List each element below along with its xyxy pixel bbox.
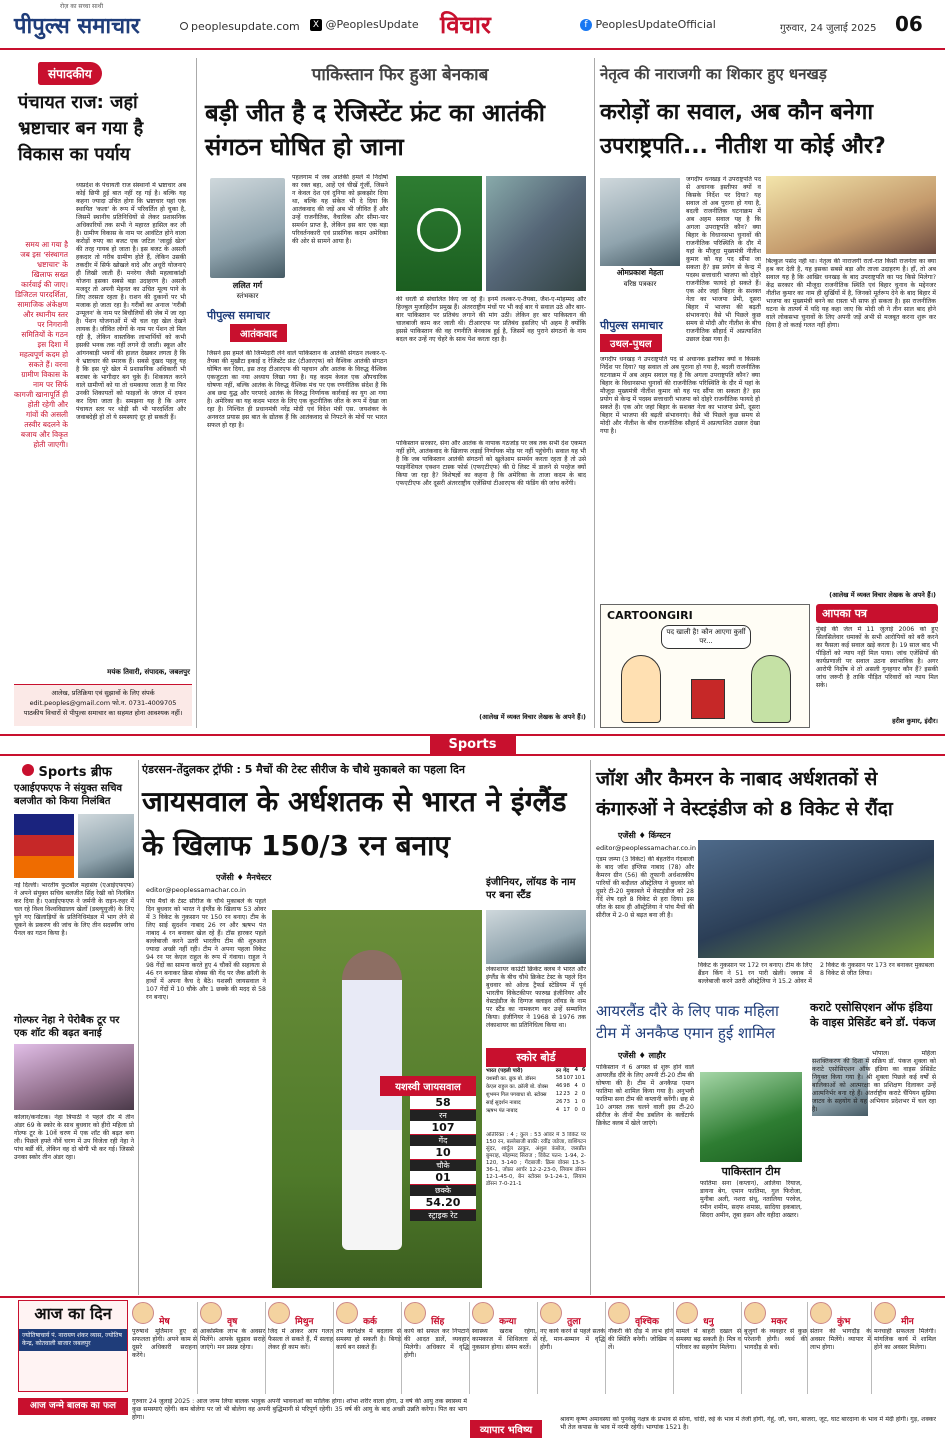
scorecard-header-cell: भारत (पहली पारी) xyxy=(486,1068,523,1074)
engineer-body: लंकाशायर काउंटी क्रिकेट क्लब ने भारत और इंग्लैंड के बीच चौथे क्रिकेट टेस्ट के पहले दिन बुधवार को ओल्ड ट्रैफर्ड स्टेडियम में पूर्व भारतीय विकेटकीपर फारुख इंजीनियर और वेस्टइंडीज के दिग्गज क्लाइव लॉयड के नाम पर स्टैंड का नामकरण कर उन्हें सम्मानित किया। इंजीनियर ने 1968 से 1976 तक लंकाशायर का प्रतिनिधित्व किया था। xyxy=(486,966,586,1029)
masthead xyxy=(0,0,945,50)
rashi-mesh xyxy=(132,1302,198,1394)
wi-body: एडम जम्पा (3 विकेट) की बेहतरीन गेंदबाजी के बाद जॉश इंग्लिस नाबाद (78) और कैमरन ग्रीन (56) की तूफानी अर्धशतकीय पारियों की बदौलत ऑस्ट्रेलिया ने बुधवार को दूसरे टी-20 मुकाबले में वेस्टइंडीज को 28 गेंदें शेष रहते 8 विकेट से हरा दिया। इस जीत के साथ ही ऑस्ट्रेलिया ने पांच मैचों की सीरीज में 2-0 से बढ़त बना ली है। xyxy=(596,856,694,919)
table-row xyxy=(486,1098,586,1106)
born-today-text: गुरुवार 24 जुलाई 2025 : आज जन्म लिया बालक भावुक अपनी भावनाओं का मालिक होगा। शोभा शरीर वाला होगा, उ वर्ष की आयु तक स्वास्थ्य में कुछ समस्याएं रहेंगी। कम बोलेगा पर जो भी बोलेगा वह अपनी बुद्धिमानी से परिपूर्ण रहेगी। 35 वर्ष की आयु के बाद अच्छी उन्नति करेगा। पित का भाग होगा। xyxy=(132,1398,467,1421)
rashi-symbol-icon xyxy=(676,1302,698,1324)
terror-headline: बड़ी जीत है द रेजिस्टेंट फ्रंट का आतंकी संगठन घोषित हो जाना xyxy=(205,99,545,161)
cartoon-figure-1 xyxy=(621,655,661,723)
table-cell: 1 xyxy=(581,1075,586,1081)
rashi-name: मकर xyxy=(771,1317,788,1327)
cricket-body: पांच मैचों के टेस्ट सीरीज के चौथे मुकाबले के पहले दिन बुधवार को भारत ने इंग्लैंड के खिलाफ 53 ओवर में 3 विकेट के नुकसान पर 150 रन बनाए। टीम के लिए साई सुदर्शन नाबाद 26 रन और ऋषभ पंत नाबाद 4 रन बनाकर खेल रहे हैं। टॉस हारकर पहले बल्लेबाजी करने उतरी भारतीय टीम की शुरुआत ज्यादा अच्छी नहीं रही। टीम ने अपना पहला विकेट 94 रन पर केएल राहुल के रूप में गंवाया। राहुल ने 98 गेंदों का सामना करते हुए 4 चौकों की सहायता से 46 रन बनाकर क्रिस वोक्स की गेंद पर जैक क्रॉली के हाथों में अपना कैच दे बैठे। यशस्वी जायसवाल ने 107 गेंदों में 10 चौके और 1 छक्के की मदद से 58 रन बनाए। xyxy=(146,898,266,1001)
table-cell: 107 xyxy=(563,1075,574,1081)
rashi-mithun xyxy=(268,1302,334,1394)
column-divider xyxy=(196,58,197,728)
vp-body-1: जगदीप धनखड़ ने उपराष्ट्रपति पद से अचानक इस्तीफा क्यों व किसके निर्देश पर दिया? यह सवाल तो अब पुराना हो गया है, बदली राजनीतिक घटनाक्रम में अब अहम सवाल यह है कि अगला उपराष्ट्रपति कौन? क्या बिहार के विधानसभा चुनावों की राजनीतिक परिस्थिति के दौर में यहां के मौजूदा मुख्यमंत्री नीतीश कुमार को यह पद सौंपा जा सकता है? इस प्रयोग से केन्द्र में पदस्थ सत्ताधारी भाजपा को दोहरे राजनीतिक फायदे हो सकते हैं। एक ओर जहां बिहार के सशक्त नेता का भाजपा प्रेमी, दूसरा बिहार में भाजपा की बढ़ती संभावनाएं। वैसे भी पिछले कुछ समय से मोदी और नीतीश के बीच राजनीतिक सौहार्द में अप्रत्याशित उछाल देखा गया है। xyxy=(686,176,761,343)
issue-date: गुरुवार, 24 जुलाई 2025 xyxy=(780,23,877,34)
table-cell: 46 xyxy=(555,1083,563,1089)
pak-team-photo xyxy=(700,1072,802,1162)
stat-runs: 58 xyxy=(410,1096,476,1110)
born-today-label: आज जन्मे बालक का फल xyxy=(18,1398,128,1415)
terror-column-label: आतंकवाद xyxy=(230,324,287,342)
stat-sixes-label: छक्के xyxy=(410,1185,476,1196)
letter-box xyxy=(816,604,938,728)
table-cell: 2 xyxy=(574,1091,578,1097)
rashi-text: जिद में आकर आप गलत फैसला ले सकते हैं, मैं सलाह लेकर ही काम करें। xyxy=(268,1328,333,1351)
rashi-dhanu xyxy=(676,1302,742,1394)
editorial-signature: मयंक तिवारी, संपादक, जबलपुर xyxy=(107,668,190,676)
table-cell: केएल राहुल का. क्रॉली बो. वोक्स xyxy=(486,1084,549,1090)
editorial-email[interactable]: edit.peoples@gmail.com फो.न. 0731-4009705 xyxy=(29,699,177,707)
scorecard-header-cell: 6 xyxy=(581,1067,586,1073)
editorial-body: ध्यप्रदेश के पंचायती राज संस्थानों में भ्रष्टाचार अब कोई छिपी हुई बात नहीं रह गई है। बल्कि यह कहना ज्यादा उचित होगा कि भ्रष्टाचार यहां एक स्थायित 'कला' के रूप में परिवर्तित हो चुका है, जिसमें स्थानीय प्रतिनिधियों से लेकर प्रशासनिक अधिकारियों तक सभी ने महारत हासिल कर ली है। ग्रामीण विकास के नाम पर आवंटित होने वाला करोड़ों रुपए का बजट एक जटिल 'जादुई खेल' की तरह गायब हो जाता है। इस बजट के असली हकदार तो गरीब ग्रामीण होते हैं, लेकिन उसकी तकदीर में सिर्फ खोखले वादे और अधूरी योजनाएं ही लिखी जाती हैं। मनरेगा जैसी महत्वाकांक्षी योजना इसका सबसे बड़ा उदाहरण है। असली मजदूर तो अपनी मेहनत का उचित मूल्य पाने के लिए तरसता रहता है। राशन की दुकानों पर भी मजाक हो जाता रहा है। गरीबों का अनाज 'गरीबी उन्मूलन' के नाम पर बिचौलियों की जेब में जा रहा है। पेंशन योजनाओं में भी चल रहा खेल देखने लायक है। जीवित लोगों के नाम पर पेंशन तो मिल रही है, लेकिन वास्तविक लाभार्थियों को कभी इसकी भनक तक नहीं लगने दी जाती। स्कूल और आंगनबाड़ी भवनों की हालत देखकर लगता है कि ये भ्रष्टाचार की स्मारक हैं। सबसे दुखद पहलू यह है कि इस पूरे खेल में प्रशासनिक अधिकारी भी बराबर के भागीदार बन चुके हैं। शिकायत करने वाले ग्रामीणों को या तो धमकाया जाता है या फिर उनकी शिकायतों को फाइलों के जंगल में दफन कर दिया जाता है। समझना यह है कि अगर पंचायत स्तर पर थोड़ी सी भी पारदर्शिता और जवाबदेही हो तो ये समस्याएं दूर हो सकती हैं। xyxy=(76,182,186,421)
ball-icon xyxy=(22,764,34,776)
wi-body-2: विकेट के नुकसान पर 172 रन बनाए। टीम के लिए ब्रैंडन किंग ने 51 रन पारी खेली। जवाब में बल्लेबाजी करने उतरी ऑस्ट्रेलिया ने 15.2 ओवर में 2 विकेट के नुकसान पर 173 रन बनाकर मुकाबला 8 विकेट से जीत लिया। xyxy=(698,962,934,985)
editorial-title: पंचायत राज: जहां भ्रष्टाचार बन गया है विकास का पर्याय xyxy=(18,92,144,165)
karate-headline: कराटे एसोसिएशन ऑफ इंडिया के वाइस प्रेसिडेंट बने डॉ. पंकज xyxy=(810,1001,936,1029)
editorial-disclaimer: पाठकीय विचारों से पीपुल्स समाचार का सहमत होना आवश्यक नहीं। xyxy=(23,709,183,717)
cartoon-figure-2 xyxy=(751,655,791,723)
terror-body-2: जिसने इस हमले की जिम्मेदारी लेने वाले पाकिस्तान के आतंकी संगठन लश्कर-ए-तैयबा की मुखौटा इकाई द रेजिस्टेंट फ्रंट (टीआरएफ) को वैश्विक आतंकी संगठन घोषित कर दिया, इस तरह टीआरएफ की पहचान और आतंक के विरुद्ध वैश्विक एकजुटता का नया अध्याय लिखा गया है। यह कदम केवल एक औपचारिक घोषणा नहीं, बल्कि आतंक के विरुद्ध वैश्विक मंच पर एक रणनीतिक संदेश है कि अब छद्म युद्ध और परपरदे आतंक के विरुद्ध निर्णायक कार्रवाई का युग आ गया है। अमेरिका का यह कदम भारत के लिए एक कूटनीतिक जीत के रूप में देखा जा रहा है। निश्चित ही प्रधानमंत्री नरेंद्र मोदी एवं विदेश मंत्री एस. जयशंकर के अनवरत प्रयास इस बात के द्योतक हैं कि आतंकवाद से निपटने के मोर्चे पर भारत सफल हो रहा है। xyxy=(207,350,387,429)
scorecard-header xyxy=(486,1066,586,1074)
terror-kicker: पाकिस्तान फिर हुआ बेनकाब xyxy=(311,65,489,85)
table-cell: 0 xyxy=(574,1107,578,1113)
author-photo-mehta xyxy=(600,178,680,266)
table-cell: 0 xyxy=(581,1099,586,1105)
engineer-title: इंजीनियर, लॉयड के नाम पर बना स्टैंड xyxy=(486,877,576,901)
table-cell: 26 xyxy=(555,1099,563,1105)
rashi-name: सिंह xyxy=(431,1317,445,1327)
cricket-kicker: एंडरसन-तेंदुलकर ट्रॉफी : 5 मैचों की टेस्ट सीरीज के चौथे मुकाबले का पहला दिन xyxy=(142,763,465,776)
rashi-name: मिथुन xyxy=(295,1317,314,1327)
rashi-name: कुंभ xyxy=(837,1317,851,1327)
rashi-kark xyxy=(336,1302,402,1394)
trf-logo-graphic xyxy=(396,176,482,291)
stat-strike-rate-label: स्ट्राइक रेट xyxy=(410,1210,476,1221)
brief1-body: नई दिल्ली। भारतीय फुटबॉल महासंघ (एआईएफएफ) ने अपने संयुक्त सचिव बलजीत सिंह रेखी को निलंबित कर दिया है। एआईएफएफ ने जर्मनी के राइन-रुहर में चल रहे विश्व विश्वविद्यालय खेलों (डब्ल्यूयूजी) के लिए चुने गए खिलाड़ियों के प्रतिनिधिमंडल में भाग लेने से चूकने के प्रकरण की जांच के लिए तीन सदस्यीय जांच पैनल का गठन किया है। xyxy=(14,882,134,937)
player-name-label: यशस्वी जायसवाल xyxy=(380,1076,476,1096)
business-label: व्यापार भविष्य xyxy=(470,1420,542,1438)
scorecard-header-cell: गेंद xyxy=(563,1068,569,1074)
table-cell: 0 xyxy=(581,1083,586,1089)
rashi-text: मनचाही सफलता मिलेगी। मांगलिक कार्य में शामिल होने का अवसर मिलेगा। xyxy=(874,1328,936,1351)
player-figure xyxy=(342,950,402,1250)
rashi-name: मेष xyxy=(159,1317,170,1327)
stat-runs-label: रन xyxy=(410,1110,476,1121)
rashi-symbol-icon xyxy=(540,1302,562,1324)
editorial-tag: संपादकीय xyxy=(38,62,102,85)
rashi-name: वृष xyxy=(227,1317,238,1327)
table-cell: 0 xyxy=(581,1107,586,1113)
column-divider-2 xyxy=(594,58,595,728)
table-cell: 0 xyxy=(581,1091,586,1097)
brief1-title: एआईएफएफ ने संयुक्त सचिव बलजीत को किया निलंबित xyxy=(14,783,123,807)
neha-photo xyxy=(14,1044,134,1110)
terror-signoff: (आलेख में व्यक्त विचार लेखक के अपने हैं।) xyxy=(479,713,586,721)
vp-brand: पीपुल्स समाचार xyxy=(600,319,663,332)
brief2-title: गोल्फर नेहा ने पेरोबैक टूर पर एक शॉट की बढ़त बनाई xyxy=(14,1015,120,1039)
sports-banner-label: Sports xyxy=(430,736,516,754)
rashi-text: नौकरी की दौड़ में लाभ होने की स्थिति बनेगी। जोखिम न लें। xyxy=(608,1328,673,1351)
rashi-text: कार्य को सफल कर निपटाने की आदत डालें, व्यवहार मिलेगी। अधिकार में वृद्धि होगी। xyxy=(404,1328,469,1359)
rashi-symbol-icon xyxy=(336,1302,358,1324)
cricket-byline: एजेंसी ♦ मैनचेस्टर xyxy=(216,873,272,882)
scorecard-header-cell: 4 xyxy=(574,1067,579,1073)
table-cell: 98 xyxy=(563,1083,570,1089)
rashi-text: संतान की भागदौड़ के अवसर मिलेंगे। व्यापार में लाभ होगा। xyxy=(810,1328,871,1351)
table-cell: 58 xyxy=(555,1075,563,1081)
rashi-text: पुरुषार्थ मूर्तिमान हुए से सफलता होगी। अपने काम से दूसरे अधिकारी सराहना करेंगे। xyxy=(132,1328,197,1359)
rashi-name: मीन xyxy=(901,1317,914,1327)
rashi-name: वृश्चिक xyxy=(635,1317,659,1327)
rashi-vrish xyxy=(200,1302,266,1394)
sports-banner xyxy=(0,734,945,756)
stat-balls: 107 xyxy=(410,1121,476,1135)
table-row xyxy=(486,1090,586,1098)
editorial-side-quote: समय आ गया है जब इस 'संस्थागत भ्रष्टाचार' के खिलाफ सख्त कार्रवाई की जाए। डिजिटल पारदर्शिता, सामाजिक अंकेक्षण और स्थानीय स्तर पर निगरानी समितियों के गठन इस दिशा में महत्वपूर्ण कदम हो सकते हैं। वरना ग्रामीण विकास के नाम पर सिर्फ कागजी खानापूर्ति ही होती रहेगी और गांवों की असली तस्वीर बदलने के बजाय और विकृत होती जाएगी। xyxy=(14,240,68,449)
letter-body: मुंबई की जेल में 11 जुलाई 2006 को हुए सिलसिलेवार धमाकों के सभी आरोपियों को बरी करने का फैसला कई सवाल खड़े करता है। 19 साल बाद भी पीड़ितों को न्याय नहीं मिल पाया। जांच एजेंसियों की कार्यप्रणाली पर सवाल उठना स्वाभाविक है। अगर आरोपी निर्दोष थे तो असली गुनहगार कौन हैं? इसकी जांच जरूरी है ताकि पीड़ित परिवारों को न्याय मिल सके। xyxy=(816,626,938,689)
rashi-symbol-icon xyxy=(200,1302,222,1324)
table-cell: ऋषभ पंत नाबाद xyxy=(486,1108,518,1114)
brief2-body: कोलार/कर्नाटक। नेहा त्रिपाठी ने पहले दौर में तीन अंडर 69 के स्कोर के साथ बुधवार को हीरो महिला प्रो गोल्फ टूर के 10वें चरण में एक शॉट की बढ़त बना ली। पिछले हफ्ते नौवें चरण में उप विजेता रही नेहा ने पांच बर्डी कीं, लेकिन वह दो बोगी भी कर गई। जिससे उनका स्कोर तीन अंडर रहा। xyxy=(14,1114,134,1161)
table-cell: साई सुदर्शन नाबाद xyxy=(486,1100,521,1106)
horoscope-title-box xyxy=(18,1300,128,1392)
rashi-name: तुला xyxy=(567,1317,581,1327)
rashi-name: धनु xyxy=(703,1317,714,1327)
wi-byline: एजेंसी ♦ किंग्स्टन xyxy=(618,831,671,840)
rashi-name: कन्या xyxy=(499,1317,517,1327)
table-row xyxy=(486,1106,586,1114)
business-text: श्रावण कृष्ण अमावस्या को पुनर्वसु नक्षत्र के प्रभाव से सोना, चांदी, रुई के भाव में तेजी होगी, गेहूं, जौ, चना, बाजरा, जूट, घाट बारदाना के भाव में मंदी होगी। गुड़, शक्कर भी तेल कपास के भाव में नरमी रहेगी। भाग्यांक 1521 है। xyxy=(560,1416,936,1431)
rashi-singh xyxy=(404,1302,470,1394)
cartoon-title: CARTOONGIRI xyxy=(607,609,693,622)
pak-byline: एजेंसी ♦ लाहौर xyxy=(618,1051,666,1060)
page-number: 06 xyxy=(895,12,923,36)
stat-balls-label: गेंद xyxy=(410,1135,476,1146)
vp-body-2: बिल्कुल पसंद नहीं था। नेतृत्व की नाराजगी रातों-रात किसी राजनेता का क्या हश्र कर देती है, यह इसका सबसे बड़ा और ताजा उदाहरण है। हाँ, तो अब सवाल यह है कि आखिर धनखड़ के बाद उपराष्ट्रपति का पद किसे मिलेगा? केंद्र सरकार की मौजूदा राजनीतिक स्थिति एवं बिहार चुनाव के मद्देनजर नीतीश कुमार का नाम ही सुर्खियों में है, जिनको मूर्तरूप देने के बाद बिहार में भाजपा का मुख्यमंत्री बनने का रास्ता भी साफ हो सकता है। इस राजनीतिक घटना के तात्पर्य में यदि यह कहा जाए कि मोदी जी ने तीन साल बाद होने वाले लोकसभा चुनावों के लिए अपनी जड़ें अभी से मजबूत करना शुरू कर दिया है तो कतई गलत नहीं होगा। xyxy=(766,258,936,329)
vp-kicker: नेतृत्व की नाराजगी का शिकार हुए धनखड़ xyxy=(600,65,827,83)
rashi-symbol-icon xyxy=(268,1302,290,1324)
facebook-link[interactable]: f PeoplesUpdateOfficial xyxy=(580,18,716,31)
pak-body: पाकिस्तान ने 6 अगस्त से शुरू होने वाले आयरलैंड दौरे के लिए अपनी टी-20 टीम की घोषणा की है। टीम में अनकैप्ड एमान फातिमा को शामिल किया गया है। अनुभवी फातिमा सना टीम की कप्तानी करेंगी। छह से 10 अगस्त तक चलने वाली इस टी-20 सीरीज के तीनों मैच डबलिन के क्लोंटार्फ क्रिकेट क्लब में खेले जाएंगे। xyxy=(596,1064,694,1127)
editorial-footer xyxy=(14,684,192,726)
trf-emblem-icon xyxy=(417,208,461,252)
baljit-photo xyxy=(78,814,134,878)
rashi-symbol-icon xyxy=(608,1302,630,1324)
sports-divider-2 xyxy=(590,760,591,1295)
rashi-makar xyxy=(744,1302,808,1394)
scorecard-header-cell: रन xyxy=(555,1068,561,1074)
wi-email[interactable]: editor@peoplessamachar.co.in xyxy=(596,844,696,852)
pak-team-label: पाकिस्तान टीम xyxy=(721,1165,781,1178)
masthead-logo[interactable]: पीपुल्स समाचार xyxy=(14,13,140,39)
rashi-kanya xyxy=(472,1302,538,1394)
author-name-mehta: ओमप्रकाश मेहता xyxy=(616,268,664,277)
rashi-symbol-icon xyxy=(472,1302,494,1324)
table-cell: 17 xyxy=(563,1107,570,1113)
karate-body: भोपाल। महिला सशक्तिकरण की दिशा में सक्रिय डॉ. पंकज शुक्ला को कराटे एसोसिएशन ऑफ इंडिया का वाइस प्रेसिडेंट नियुक्त किया गया है। श्री शुक्ला पिछले कई वर्षों से बालिकाओं को आत्मरक्षा का प्रशिक्षण दिलाकर उन्हें आत्मनिर्भर बना रहे हैं। अंतर्राष्ट्रीय कराटे चैंपियन सुप्रिया जाटव के सहयोग से यह अभियान प्रदेशभर में चल रहा है। xyxy=(812,1050,936,1113)
rashi-tula xyxy=(540,1302,606,1394)
rashi-name: कर्क xyxy=(363,1317,377,1327)
twitter-link[interactable]: X @PeoplesUpdate xyxy=(310,18,419,31)
sports-brief-tag: Sports ब्रीफ xyxy=(22,762,112,780)
rashi-text: बुजुर्गों के व्यवहार से कुछ परेशानी होगी। व्यर्थ की भागदौड़ से बचें। xyxy=(744,1328,807,1351)
flag-image xyxy=(14,814,74,878)
table-cell: 23 xyxy=(563,1091,570,1097)
section-title: विचार xyxy=(440,11,491,39)
terror-body-1: पहलगाम में जब आतंकी हमले में निर्दोषों का रक्त बहा, आहें एवं चीखें गूंजीं, जिसने न केवल देश एवं दुनिया को झकझोर दिया था, बल्कि यह संकेत भी दे दिया कि आतंकवाद की जड़ें अब भी जीवित हैं और उन्हें राजनीतिक, वैचारिक और सीमा-पार समर्थन प्राप्त है, लेकिन इस बार एक बड़ा परिवर्तनकारी एवं प्रासंगिक कदम अमेरिका की ओर से सामने आया है। xyxy=(292,174,388,245)
table-cell: 10 xyxy=(574,1075,582,1081)
wi-headline: जॉश और कैमरन के नाबाद अर्धशतकों से कंगारुओं ने वेस्टइंडीज को 8 विकेट से रौंदा xyxy=(596,768,893,820)
x-icon: X xyxy=(310,19,322,31)
rashi-symbol-icon xyxy=(810,1302,832,1324)
table-cell: 4 xyxy=(555,1107,560,1113)
scorecard-table xyxy=(486,1066,586,1114)
stat-fours-label: चौके xyxy=(410,1160,476,1171)
table-cell: यशस्वी का. ब्रुक बो. डॉसन xyxy=(486,1076,536,1082)
pak-team-list: फातिमा सना (कप्तान), आलिया रियाज, डायना बेग, एमान फातिमा, गुल फिरोजा, मुनीबा अली, नशरा संधू, नतालिया परवेज, रमीन शमीम, सदफ शमास, सादिया इकबाल, सिदरा अमीन, तूबा हसन और वहीदा अख्तर। xyxy=(700,1180,802,1219)
trump-photo xyxy=(486,176,586,291)
vp-column-label: उथल-पुथल xyxy=(600,334,662,352)
vp-headline: करोड़ों का सवाल, अब कौन बनेगा उपराष्ट्रपति... नीतीश या कोई और? xyxy=(600,100,886,159)
rashi-symbol-icon xyxy=(874,1302,896,1324)
rashi-text: स्वास्थ्य खराब रहेगा, कामकाज में शिथिलता से नुकसान होगा। संयम बरतें। xyxy=(472,1328,537,1351)
rashi-text: नए कार्य करने से पहले सतर्क रहें, मान-सम्मान में वृद्धि होगी। xyxy=(540,1328,605,1351)
facebook-icon: f xyxy=(580,19,592,31)
terror-body-3: की धरती से संचालित किए जा रहे हैं। इनमें लश्कर-ए-तैयबा, जैश-ए-मोहम्मद और हिज्बुल मुजाहिदीन प्रमुख हैं। अंतरराष्ट्रीय मंचों पर भी कई बार ये सवाल उठे और बार-बार पाकिस्तान पर प्रतिबंध लगाने की मांग उठी। लेकिन हर बार पाकिस्तान की चालबाजी काम कर जाती थी। टीआरएफ पर प्रतिबंध इसलिए भी अहम है क्योंकि इससे पाकिस्तान की वह रणनीति बेनकाब हुई है, जिसमें वह पुराने संगठनों के नाम बदल कर उन्हें नए चेहरे के साथ पेश करता रहा है। xyxy=(396,296,586,343)
cartoon-panel xyxy=(600,604,810,728)
rashi-symbol-icon xyxy=(744,1302,766,1324)
sports-divider-1 xyxy=(138,760,139,1295)
author-photo-lalit xyxy=(210,178,285,278)
letter-signature: हरीश कुमार, इंदौर। xyxy=(892,717,938,725)
cartoon-chair xyxy=(691,679,725,719)
editorial-footer-contact: आलेख, प्रतिक्रिया एवं सुझावों के लिए संपर्क xyxy=(51,689,155,697)
rashi-symbol-icon xyxy=(404,1302,426,1324)
table-row xyxy=(486,1082,586,1090)
table-cell: शुभमन गिल पगबाधा बो. स्टोक्स xyxy=(486,1092,547,1098)
horoscope-title: आज का दिन xyxy=(34,1304,112,1323)
globe-icon xyxy=(180,22,188,30)
vp-body-1-cont: जगदीप धनखड़ ने उपराष्ट्रपति पद से अचानक इस्तीफा क्यों व किसके निर्देश पर दिया? यह सवाल तो अब पुराना हो गया है, बदली राजनीतिक घटनाक्रम में अब अहम सवाल यह है कि अगला उपराष्ट्रपति कौन? क्या बिहार के विधानसभा चुनावों की राजनीतिक परिस्थिति के दौर में यहां के मौजूदा मुख्यमंत्री नीतीश कुमार को यह पद सौंपा जा सकता है? इस प्रयोग से केन्द्र में पदस्थ सत्ताधारी भाजपा को दोहरे राजनीतिक फायदे हो सकते हैं। एक ओर जहां बिहार के सशक्त नेता का भाजपा प्रेमी, दूसरा बिहार में भाजपा की बढ़ती संभावनाएं। वैसे भी पिछले कुछ समय से मोदी और नीतीश के बीच राजनीतिक सौहार्द में अप्रत्याशित उछाल देखा गया है। xyxy=(600,356,760,435)
author-role-mehta: वरिष्ठ पत्रकार xyxy=(623,280,657,288)
author-role-lalit: स्तंभकार xyxy=(236,292,259,300)
stat-strike-rate: 54.20 xyxy=(410,1196,476,1210)
cricket-headline: जायसवाल के अर्धशतक से भारत ने इंग्लैंड के खिलाफ 150/3 रन बनाए xyxy=(142,785,567,862)
table-cell: 73 xyxy=(563,1099,570,1105)
rashi-text: मामले में बाहरी दखल से समस्या बढ़ सकती है। मित्र व परिवार का सहयोग मिलेगा। xyxy=(676,1328,741,1351)
rashi-kumbh xyxy=(810,1302,872,1394)
pak-headline: आयरलैंड दौरे के लिए पाक महिला टीम में अनकैप्ड एमान हुई शामिल xyxy=(596,1002,779,1042)
logo-tagline: रोज़ का सच्चा साथी xyxy=(60,3,104,10)
wi-match-photo xyxy=(698,840,934,958)
terror-brand: पीपुल्स समाचार xyxy=(207,309,270,322)
rashi-vrishchik xyxy=(608,1302,674,1394)
astrologer: ज्योतिषाचार्य पं. नारायण शंकर व्यास, ज्योतिष केन्द्र, कोतवाली बाजार जबलपुर xyxy=(19,1329,127,1351)
website-link[interactable]: peoplesupdate.com xyxy=(180,20,300,33)
engineer-lloyd-photo xyxy=(486,910,586,964)
stat-sixes: 01 xyxy=(410,1171,476,1185)
cricket-email[interactable]: editor@peoplessamachar.co.in xyxy=(146,886,246,894)
vp-signoff: (आलेख में व्यक्त विचार लेखक के अपने हैं।) xyxy=(829,591,936,599)
terror-body-4: पाकिस्तान सरकार, सेना और आतंक के नापाक गठजोड़ पर जब तक सभी देश एकमत नहीं होंगे, आतंकवाद के खिलाफ लड़ाई निर्णायक मोड़ पर नहीं पहुंचेगी। सवाल यह भी है कि जब पाकिस्तान आतंकी संगठनों को खुलेआम समर्थन करता रहता है तो उसे फाइनेंशियल एक्शन टास्क फोर्स (एफएटीएफ) की ग्रे लिस्ट में डालने से परहेज क्यों किया जा रहा है? विशेषज्ञों का कहना है कि अमेरिका के ताजा कदम के बाद एफएटीएफ और दूसरी अंतरराष्ट्रीय एजेंसियां टीआरएफ की फंडिंग की जांच करेंगी। xyxy=(396,440,586,487)
scorecard-extras: अतिरिक्त : 4 ; कुल : 53 ओवर में 3 विकेट पर 150 रन, बल्लेबाजी बाकी: रवींद्र जडेजा, वाशिंगटन सुंदर, शार्दुल ठाकुर, अंशुल कंबोज, जसप्रीत बुमराह, मोहम्मद सिराज ; विकेट पतन: 1-94, 2-120, 3-140 ; गेंदबाजी: क्रिस वोक्स 13-3-36-1, जोफ्रा आर्चर 12-2-23-0, लियाम डॉसन 12-1-45-0, बेन स्टोक्स 9-1-24-1, लियाम डॉसन 7-0-21-1 xyxy=(486,1132,586,1187)
table-row xyxy=(486,1074,586,1082)
player-stats xyxy=(410,1096,476,1221)
table-cell: 12 xyxy=(555,1091,563,1097)
rashi-symbol-icon xyxy=(132,1302,154,1324)
rashi-meen xyxy=(874,1302,936,1394)
rashi-text: आकस्मिक लाभ के अवसर मिलेंगे। आपके सुझाव सराहे जाएंगे। मन प्रसन्न रहेगा। xyxy=(200,1328,265,1351)
stat-fours: 10 xyxy=(410,1146,476,1160)
author-name-lalit: ललित गर्ग xyxy=(232,281,263,290)
cartoon-speech: पद खाली है! कौन आएगा कुर्सी पर... xyxy=(661,625,751,649)
nitish-photo xyxy=(766,176,936,254)
table-cell: 1 xyxy=(574,1099,578,1105)
table-cell: 4 xyxy=(574,1083,578,1089)
letter-title: आपका पत्र xyxy=(816,604,938,623)
scorecard-title: स्कोर बोर्ड xyxy=(486,1048,586,1067)
rashi-text: तप कार्यक्षेत्र में बदलाव से समस्या हो सकती है। बिगड़े कार्य बन सकते हैं। xyxy=(336,1328,401,1351)
